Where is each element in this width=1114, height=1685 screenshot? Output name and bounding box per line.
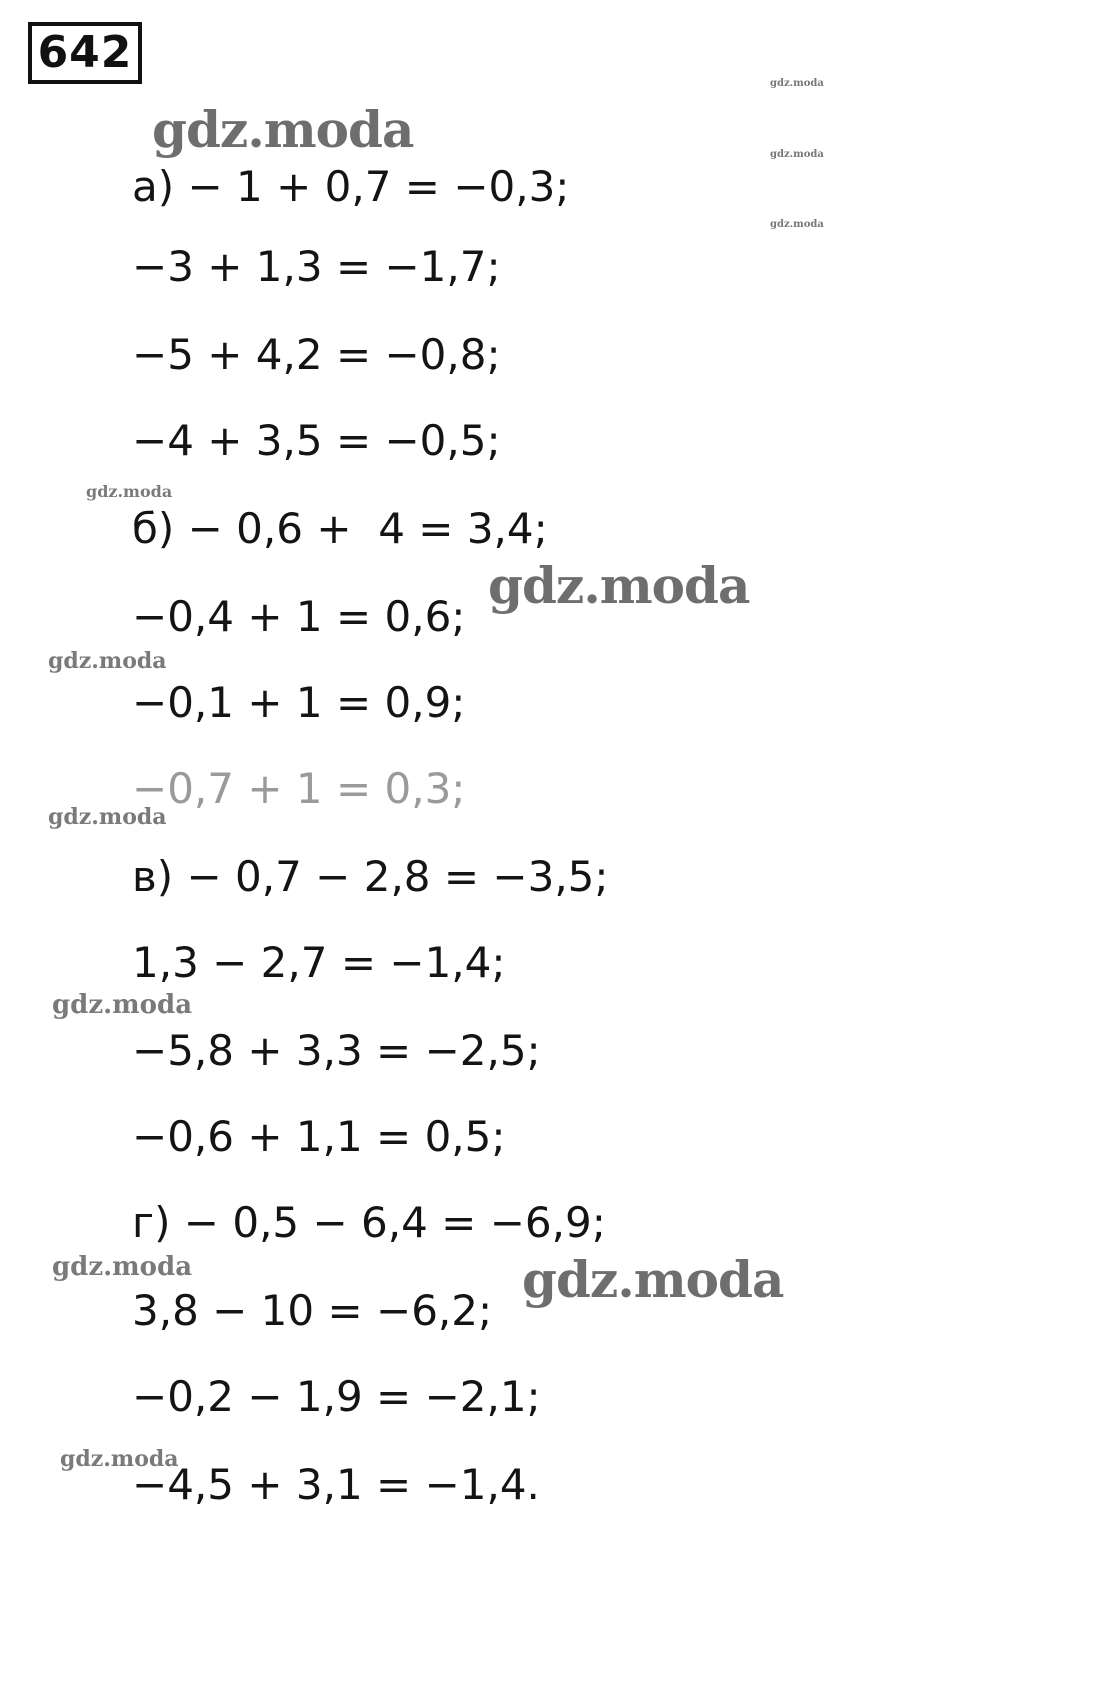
watermark: gdz.moda	[60, 1446, 179, 1472]
equation-line: −0,4 + 1 = 0,6;	[132, 592, 466, 641]
equation-line: г) − 0,5 − 6,4 = −6,9;	[132, 1198, 606, 1247]
equation-line: −0,2 − 1,9 = −2,1;	[132, 1372, 541, 1421]
watermark: gdz.moda	[152, 100, 414, 159]
watermark: gdz.moda	[770, 219, 824, 230]
equation-line: −4 + 3,5 = −0,5;	[132, 416, 501, 465]
equation-line: а) − 1 + 0,7 = −0,3;	[132, 162, 570, 211]
equation-line: −4,5 + 3,1 = −1,4.	[132, 1460, 540, 1509]
watermark: gdz.moda	[48, 804, 167, 830]
equation-line: −0,6 + 1,1 = 0,5;	[132, 1112, 506, 1161]
watermark: gdz.moda	[488, 556, 750, 615]
watermark: gdz.moda	[52, 1252, 193, 1282]
watermark: gdz.moda	[52, 990, 193, 1020]
equation-line: −0,1 + 1 = 0,9;	[132, 678, 466, 727]
problem-number-box: 642	[28, 22, 142, 84]
equation-line: −0,7 + 1 = 0,3;	[132, 764, 466, 813]
equation-line: −3 + 1,3 = −1,7;	[132, 242, 501, 291]
watermark: gdz.moda	[770, 78, 824, 89]
watermark: gdz.moda	[522, 1250, 784, 1309]
watermark: gdz.moda	[86, 482, 173, 501]
equation-line: б) − 0,6 + 4 = 3,4;	[132, 504, 548, 553]
watermark: gdz.moda	[770, 149, 824, 160]
equation-line: −5,8 + 3,3 = −2,5;	[132, 1026, 541, 1075]
equation-line: в) − 0,7 − 2,8 = −3,5;	[132, 852, 609, 901]
equation-line: 1,3 − 2,7 = −1,4;	[132, 938, 506, 987]
equation-line: −5 + 4,2 = −0,8;	[132, 330, 501, 379]
watermark: gdz.moda	[48, 648, 167, 674]
equation-line: 3,8 − 10 = −6,2;	[132, 1286, 493, 1335]
